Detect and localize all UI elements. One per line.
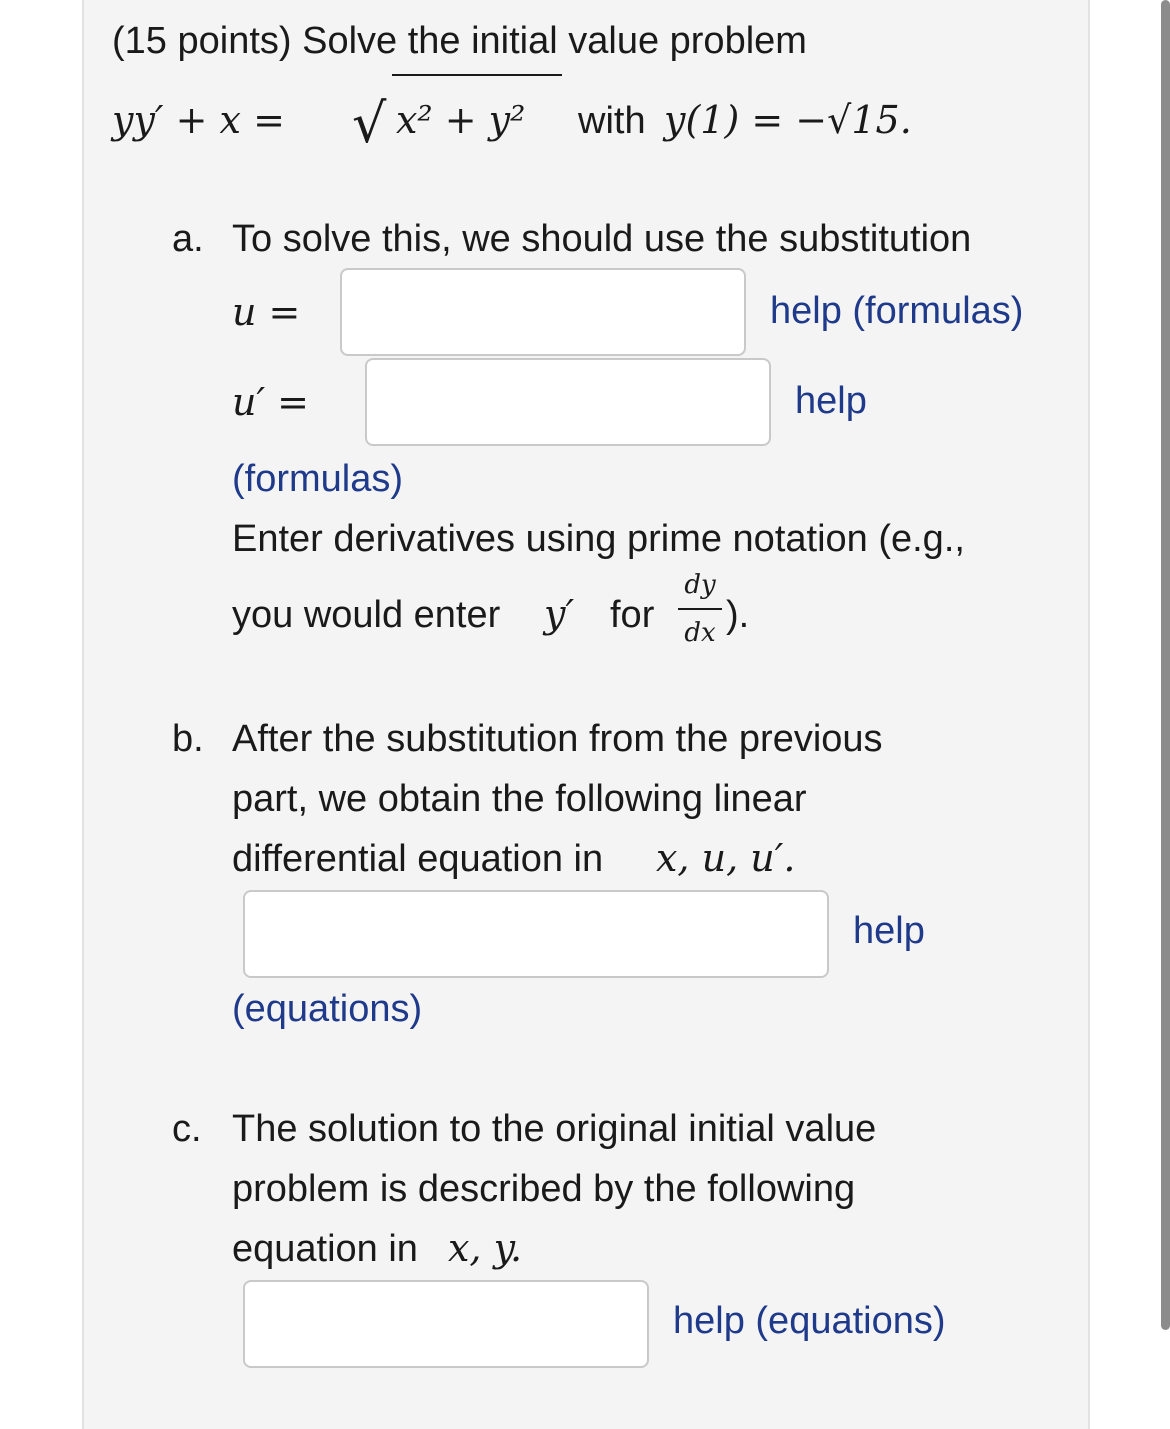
with-word: with — [578, 100, 646, 142]
part-c-help-link[interactable]: help (equations) — [673, 1300, 946, 1342]
note-for: for — [610, 594, 655, 636]
equations-link[interactable]: (equations) — [232, 988, 423, 1030]
scrollbar[interactable] — [1161, 0, 1170, 1330]
part-c-vars: x, y. — [448, 1226, 523, 1270]
u-prime-label: u′ = — [232, 380, 310, 424]
part-b-marker: b. — [172, 718, 204, 760]
part-b-line3: differential equation in — [232, 838, 604, 880]
linear-equation-input[interactable] — [243, 890, 829, 978]
sqrt-sign: √ — [352, 92, 387, 155]
part-a-prompt: To solve this, we should use the substitution — [232, 218, 972, 260]
problem-panel — [82, 0, 1090, 1429]
equation-lhs: yy′ + x = — [112, 98, 285, 142]
fraction-bar — [678, 608, 722, 610]
sqrt-content: x² + y² — [396, 98, 526, 142]
sqrt-bar — [392, 74, 562, 76]
u-prime-input[interactable] — [365, 358, 771, 446]
u-help-link[interactable]: help (formulas) — [770, 290, 1024, 332]
part-c-line3: equation in — [232, 1228, 418, 1270]
note-end: ). — [726, 594, 750, 636]
part-b-line1: After the substitution from the previous — [232, 718, 883, 760]
initial-condition: y(1) = −√15. — [664, 98, 912, 142]
formulas-link[interactable]: (formulas) — [232, 458, 404, 500]
note-y-prime: y′ — [544, 592, 575, 636]
part-b-vars: x, u, u′. — [656, 836, 796, 880]
part-b-line2: part, we obtain the following linear — [232, 778, 807, 820]
fraction-denominator: dx — [684, 618, 716, 648]
u-label: u = — [232, 290, 301, 334]
part-c-marker: c. — [172, 1108, 202, 1150]
problem-title: (15 points) Solve the initial value problem — [112, 20, 807, 62]
u-input[interactable] — [340, 268, 746, 356]
u-prime-help-link[interactable]: help — [795, 380, 867, 422]
derivative-note-2: you would enter — [232, 594, 501, 636]
fraction-numerator: dy — [684, 570, 716, 600]
part-c-line1: The solution to the original initial value — [232, 1108, 877, 1150]
part-c-line2: problem is described by the following — [232, 1168, 856, 1210]
part-a-marker: a. — [172, 218, 204, 260]
derivative-note: Enter derivatives using prime notation (e.g., — [232, 518, 965, 560]
solution-input[interactable] — [243, 1280, 649, 1368]
part-b-help-link[interactable]: help — [853, 910, 925, 952]
